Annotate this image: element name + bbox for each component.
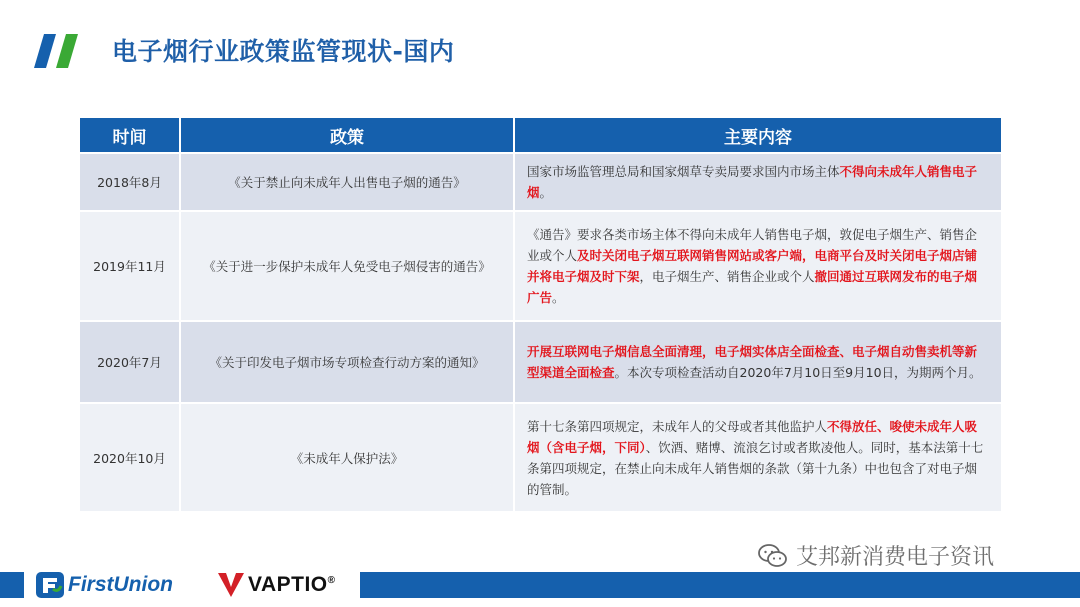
page-title: 电子烟行业政策监管现状-国内 — [112, 37, 455, 66]
footer-bar-left — [0, 572, 24, 598]
firstunion-logo — [36, 570, 173, 600]
watermark-text: 艾邦新消费电子资讯 — [796, 545, 995, 570]
row-content: 开展互联网电子烟信息全面清理，电子烟实体店全面检查、电子烟自动售卖机等新型渠道全面检查。本次专项检查活动自2020年7月10日至9月10日，为期两个月。 — [514, 321, 1001, 403]
vaptio-logo — [218, 570, 336, 600]
highlight-text: 不得向未成年人销售电子烟 — [527, 164, 978, 200]
header-content: 主要内容 — [514, 118, 1001, 153]
row-policy: 《关于印发电子烟市场专项检查行动方案的通知》 — [180, 321, 514, 403]
row-policy: 《未成年人保护法》 — [180, 403, 514, 511]
vaptio-logo-text: VAPTIO® — [248, 573, 336, 596]
firstunion-logo-text: FirstUnion — [68, 573, 173, 596]
header-policy: 政策 — [180, 118, 514, 153]
wechat-watermark — [758, 540, 994, 571]
table-row — [80, 211, 1001, 321]
row-time: 2020年10月 — [80, 403, 180, 511]
row-policy: 《关于进一步保护未成年人免受电子烟侵害的通告》 — [180, 211, 514, 321]
highlight-text: 不得放任、唆使未成年人吸烟（含电子烟，下同） — [527, 418, 978, 455]
footer-bar-right — [360, 572, 1080, 598]
highlight-text: 开展互联网电子烟信息全面清理，电子烟实体店全面检查、电子烟自动售卖机等新型渠道全面检查 — [527, 344, 978, 380]
firstunion-mark-icon — [36, 572, 64, 598]
row-content: 《通告》要求各类市场主体不得向未成年人销售电子烟，敦促电子烟生产、销售企业或个人及时关闭电子烟互联网销售网站或客户端，电商平台及时关闭电子烟店铺并将电子烟及时下架，电子烟生产、销售企业或个人撤回通过互联网发布的电子烟广告。 — [514, 211, 1001, 321]
table-header-row — [80, 118, 1001, 153]
policy-table — [80, 118, 1001, 511]
table-row — [80, 403, 1001, 511]
row-time: 2018年8月 — [80, 153, 180, 211]
table-row — [80, 153, 1001, 211]
wechat-icon — [758, 543, 788, 569]
row-time: 2019年11月 — [80, 211, 180, 321]
header-time: 时间 — [80, 118, 180, 153]
highlight-text: 撤回通过互联网发布的电子烟广告 — [527, 269, 978, 305]
table-row — [80, 321, 1001, 403]
row-time: 2020年7月 — [80, 321, 180, 403]
highlight-text: 及时关闭电子烟互联网销售网站或客户端，电商平台及时关闭电子烟店铺并将电子烟及时下架 — [527, 248, 978, 284]
vaptio-mark-icon — [218, 573, 244, 597]
row-content: 第十七条第四项规定，未成年人的父母或者其他监护人不得放任、唆使未成年人吸烟（含电子烟，下同）、饮酒、赌博、流浪乞讨或者欺凌他人。同时，基本法第十七条第四项规定，在禁止向未成年人销售烟的条款（第十九条）中也包含了对电子烟的管制。 — [514, 403, 1001, 511]
row-content: 国家市场监管理总局和国家烟草专卖局要求国内市场主体不得向未成年人销售电子烟。 — [514, 153, 1001, 211]
row-policy: 《关于禁止向未成年人出售电子烟的通告》 — [180, 153, 514, 211]
title-bars-icon — [34, 34, 80, 68]
